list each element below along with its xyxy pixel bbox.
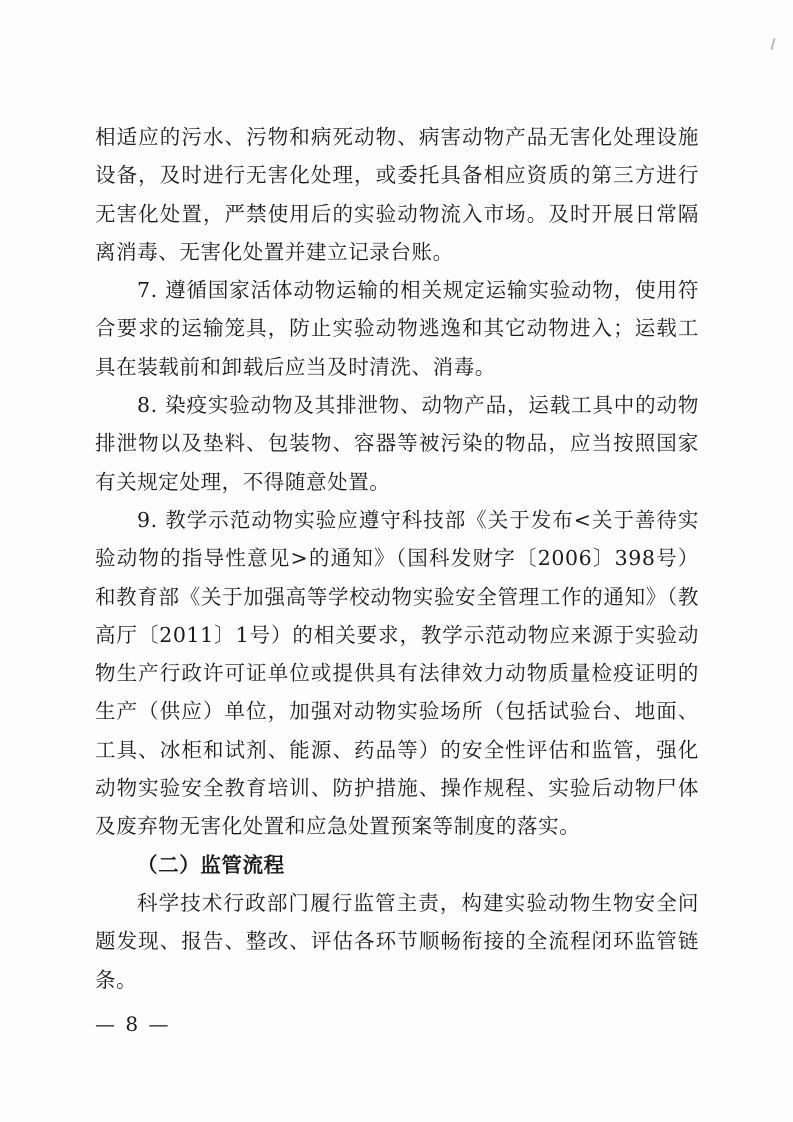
section-paragraph: 科学技术行政部门履行监管主责，构建实验动物生物安全问题发现、报告、整改、评估各环节顺畅衔接的全流程闭环监管链条。 bbox=[95, 890, 699, 992]
paragraph-item-7: 7. 遵循国家活体动物运输的相关规定运输实验动物，使用符合要求的运输笼具，防止实验动物逃逸和其它动物进入；运载工具在装载前和卸载后应当及时清洗、消毒。 bbox=[95, 278, 699, 379]
paragraph-continuation: 相适应的污水、污物和病死动物、病害动物产品无害化处理设施设备，及时进行无害化处理，或委托具备相应资质的第三方进行无害化处置，严禁使用后的实验动物流入市场。及时开展日常隔离消毒、无害化处置并建立记录台账。 bbox=[95, 125, 699, 264]
page-number: — 8 — bbox=[95, 1012, 171, 1036]
paragraph-item-9: 9. 教学示范动物实验应遵守科技部《关于发布<关于善待实验动物的指导性意见>的通知》（国科发财字〔2006〕398号）和教育部《关于加强高等学校动物实验安全管理工作的通知》（教高厅〔2011〕1号）的相关要求，教学示范动物应来源于实验动物生产行政许可证单位或提供具有法律效力动物质量检疫证明的生产（供应）单位，加强对动物实验场所（包括试验台、地面、工具、冰柜和试剂、能源、药品等）的安全性评估和监管，强化动物实验安全教育培训、防护措施、操作规程、实验后动物尸体及废弃物无害化处置和应急处置预案等制度的落实。 bbox=[95, 507, 699, 839]
document-body bbox=[95, 118, 699, 999]
section-heading: （二）监管流程 bbox=[137, 852, 285, 877]
scan-mark bbox=[770, 38, 775, 50]
paragraph-item-8: 8. 染疫实验动物及其排泄物、动物产品，运载工具中的动物排泄物以及垫料、包装物、容器等被污染的物品，应当按照国家有关规定处理，不得随意处置。 bbox=[95, 393, 699, 494]
